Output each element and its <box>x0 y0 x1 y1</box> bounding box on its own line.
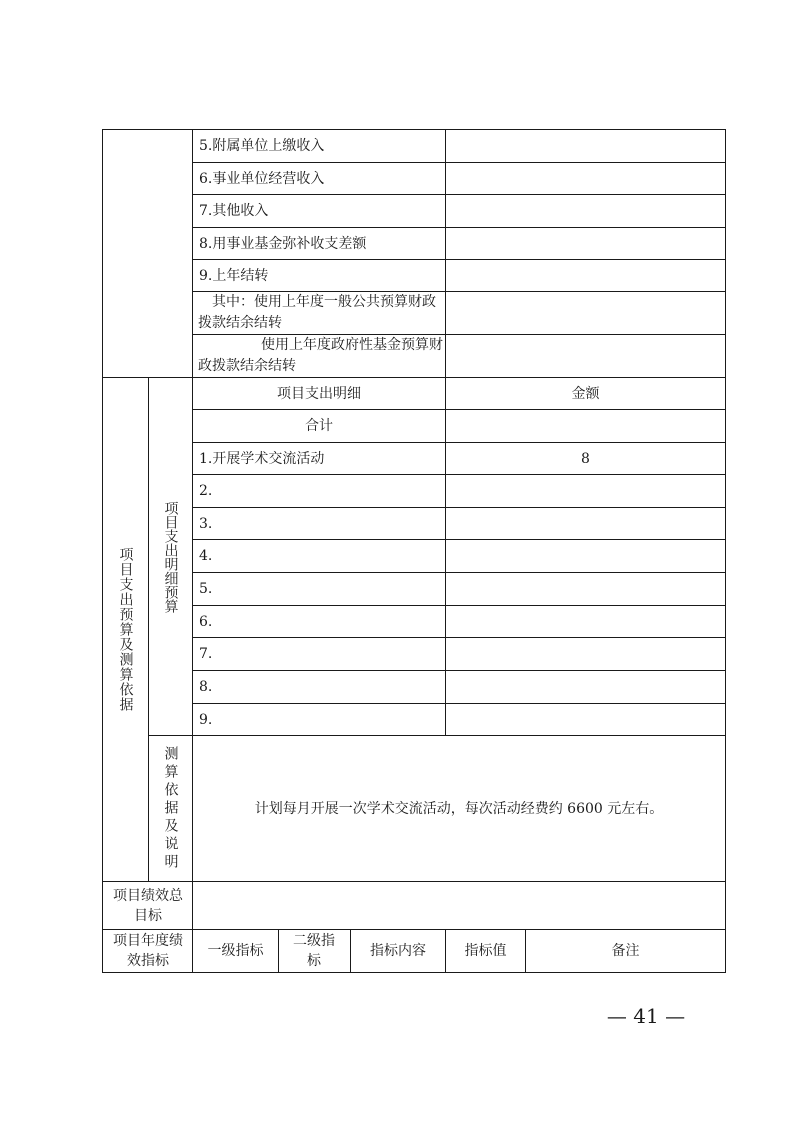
income-row-8: 8.用事业基金弥补收支差额 <box>199 235 367 252</box>
detail-row-item: 3. <box>199 515 213 532</box>
detail-budget-label-text: 项目支出明细预算 <box>162 500 179 613</box>
detail-row-item: 7. <box>199 646 213 662</box>
line-v <box>278 929 279 972</box>
carryover-note-general <box>193 292 445 334</box>
carryover-note-fund <box>193 335 445 377</box>
total-label: 合计 <box>305 418 333 434</box>
detail-row-amount <box>446 573 725 605</box>
carryover-note-fund-text: 使用上年度政府性基金预算财政拨款结余结转 <box>198 337 443 374</box>
detail-row-item: 9. <box>199 711 213 728</box>
carryover-note-general-text: 其中：使用上年度一般公共预算财政拨款结余结转 <box>198 294 436 331</box>
detail-row-amount: 8 <box>581 450 590 467</box>
page-number: — 41 — <box>606 1004 686 1028</box>
indicator-header-value: 指标值 <box>464 943 507 959</box>
basis-label <box>149 736 192 881</box>
detail-row-item: 6. <box>199 613 213 630</box>
overall-goal-value <box>193 882 725 929</box>
detail-header-amount: 金额 <box>571 385 600 402</box>
income-row-9: 9.上年结转 <box>199 267 269 284</box>
detail-row-item: 8. <box>199 679 213 695</box>
indicator-header-level1: 一级指标 <box>207 943 264 959</box>
detail-row-item: 2. <box>199 483 213 499</box>
detail-row-item: 5. <box>199 581 213 597</box>
detail-budget-label <box>149 378 192 735</box>
indicator-header-level2: 二级指标 <box>293 933 335 969</box>
income-row-5: 5.附属单位上缴收入 <box>199 138 325 154</box>
detail-row-amount <box>446 704 725 735</box>
detail-row-amount <box>446 475 725 507</box>
line-h <box>102 972 726 973</box>
detail-row-amount <box>446 671 725 703</box>
detail-row-amount <box>446 606 725 637</box>
detail-row-amount <box>446 638 725 670</box>
indicator-header-content: 指标内容 <box>370 943 426 959</box>
detail-header-item: 项目支出明细 <box>277 385 361 402</box>
annual-indicator-label: 项目年度绩效指标 <box>113 933 183 969</box>
expense-section-label-text: 项目支出预算及测算依据 <box>117 547 134 712</box>
income-row-7: 7.其他收入 <box>199 203 269 219</box>
detail-row-amount <box>446 540 725 572</box>
detail-row-amount <box>446 508 725 539</box>
indicator-header-note: 备注 <box>611 943 640 959</box>
expense-section-label <box>103 378 148 881</box>
detail-row-item: 4. <box>199 548 213 564</box>
detail-row-item: 1.开展学术交流活动 <box>199 450 325 467</box>
total-amount <box>446 410 725 442</box>
basis-label-text: 测算依据及说明 <box>162 745 179 872</box>
line-v <box>725 129 726 973</box>
basis-text: 计划每月开展一次学术交流活动，每次活动经费约 6600 元左右。 <box>254 800 664 817</box>
overall-goal-label: 项目绩效总目标 <box>113 887 183 924</box>
income-row-6: 6.事业单位经营收入 <box>199 170 325 187</box>
